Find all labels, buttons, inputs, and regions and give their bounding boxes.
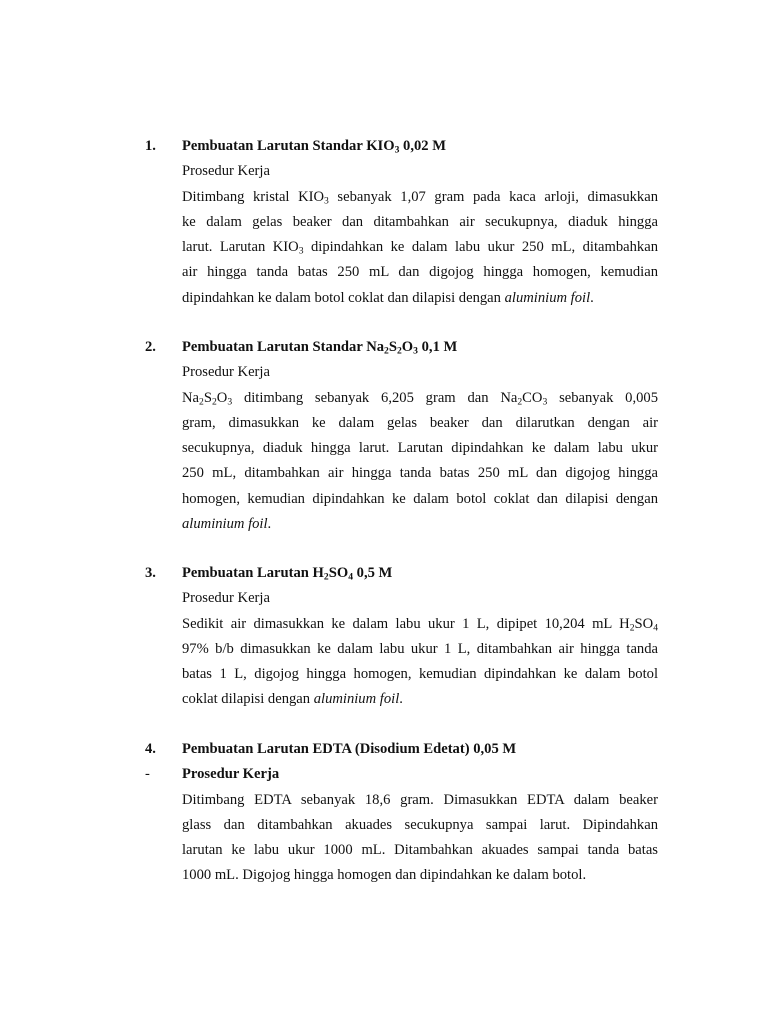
paragraph-line xyxy=(182,637,658,662)
section-title xyxy=(182,737,658,762)
section-body xyxy=(182,561,658,713)
section-body xyxy=(182,737,658,889)
text-run: Pembuatan Larutan Standar KIO xyxy=(182,138,395,154)
section-subheading: Prosedur Kerja xyxy=(182,364,270,381)
paragraph-line xyxy=(182,487,658,512)
text-run: Na xyxy=(182,389,200,406)
section-paragraph xyxy=(182,185,658,311)
subscript: 2 xyxy=(199,396,204,407)
italic-term: aluminium foil xyxy=(182,516,268,533)
text-run: homogen, kemudian dipindahkan ke dalam botol coklat dan dilapisi dengan xyxy=(182,490,658,507)
text-run: 0,5 M xyxy=(353,565,393,581)
text-run: dipindahkan ke dalam botol coklat dan dilapisi dengan xyxy=(182,289,505,306)
subscript: 3 xyxy=(298,245,304,257)
subscript: 3 xyxy=(413,345,418,357)
subscript: 3 xyxy=(394,144,400,156)
paragraph-line xyxy=(182,386,658,411)
section-paragraph xyxy=(182,788,658,889)
subscript: 2 xyxy=(517,396,523,407)
text-run: Pembuatan Larutan H xyxy=(182,565,324,581)
subscript: 2 xyxy=(211,396,217,407)
paragraph-line xyxy=(182,235,658,260)
text-run: . xyxy=(590,289,594,306)
section-number: 4. xyxy=(145,741,156,757)
text-run: ke dalam gelas beaker dan ditambahkan air secukupnya, diaduk hingga xyxy=(182,213,658,230)
text-run: ditimbang sebanyak 6,205 gram dan Na xyxy=(232,389,518,406)
paragraph-line xyxy=(182,286,658,311)
paragraph-line xyxy=(182,185,658,210)
subscript: 4 xyxy=(348,571,353,583)
subscript: 2 xyxy=(396,345,402,357)
text-run: larutan ke labu ukur 1000 mL. Ditambahkan akuades sampai tanda batas xyxy=(182,842,658,859)
text-run: . xyxy=(399,691,403,708)
section-number: 1. xyxy=(145,138,156,154)
text-run: . xyxy=(267,516,272,533)
subscript: 3 xyxy=(542,396,548,407)
section-subheading: Prosedur Kerja xyxy=(182,766,280,783)
paragraph-line xyxy=(182,838,658,863)
text-run: secukupnya, diaduk hingga larut. Larutan dipindahkan ke dalam labu ukur xyxy=(182,440,658,457)
subscript: 3 xyxy=(227,396,233,407)
paragraph-line xyxy=(182,512,658,537)
section-title xyxy=(182,134,658,159)
section-body xyxy=(182,335,658,537)
text-run: sebanyak 1,07 gram pada kaca arloji, dimasukkan xyxy=(328,188,658,205)
text-run: Pembuatan Larutan Standar Na xyxy=(182,339,385,355)
text-run: S xyxy=(203,389,212,406)
text-run: 97% b/b dimasukkan ke dalam labu ukur 1 L, ditambahkan air hingga tanda xyxy=(182,640,658,657)
text-run: larut. Larutan KIO xyxy=(182,239,299,256)
text-run: O xyxy=(216,389,228,406)
paragraph-line xyxy=(182,210,658,235)
subscript: 2 xyxy=(323,571,329,583)
text-run: 0,02 M xyxy=(399,138,447,154)
paragraph-line xyxy=(182,461,658,486)
text-run: Pembuatan Larutan EDTA (Disodium Edetat) 0,05 M xyxy=(182,741,517,757)
paragraph-line xyxy=(182,662,658,687)
italic-term: aluminium foil xyxy=(504,289,591,306)
paragraph-line xyxy=(182,436,658,461)
section-subheading: Prosedur Kerja xyxy=(182,590,270,607)
subscript: 2 xyxy=(629,622,635,633)
section-title xyxy=(182,335,658,360)
text-run: SO xyxy=(634,615,654,632)
text-run: sebanyak 0,005 xyxy=(547,389,659,406)
subscript: 2 xyxy=(384,345,389,357)
section-title xyxy=(182,561,658,586)
text-run: glass dan ditambahkan akuades secukupnya sampai larut. Dipindahkan xyxy=(182,816,658,833)
text-run: air hingga tanda batas 250 mL dan digojog hingga homogen, kemudian xyxy=(182,264,658,281)
text-run: S xyxy=(388,339,397,355)
text-run: 250 mL, ditambahkan air hingga tanda batas 250 mL dan digojog hingga xyxy=(182,465,658,482)
text-run: Ditimbang EDTA sebanyak 18,6 gram. Dimasukkan EDTA dalam beaker xyxy=(182,791,658,808)
text-run: batas 1 L, digojog hingga homogen, kemudian dipindahkan ke dalam botol xyxy=(182,666,658,683)
text-run: SO xyxy=(328,565,349,581)
section-number: 3. xyxy=(145,565,156,581)
text-run: coklat dilapisi dengan xyxy=(182,691,314,708)
section-body xyxy=(182,134,658,311)
paragraph-line xyxy=(182,863,658,888)
text-run: 0,1 M xyxy=(417,339,458,355)
subscript: 4 xyxy=(653,622,658,633)
section-paragraph xyxy=(182,612,658,713)
paragraph-line xyxy=(182,813,658,838)
text-run: 1000 mL. Digojog hingga homogen dan dipindahkan ke dalam botol. xyxy=(182,867,587,884)
paragraph-line xyxy=(182,788,658,813)
paragraph-line xyxy=(182,612,658,637)
text-run: CO xyxy=(522,389,543,406)
text-run: Ditimbang kristal KIO xyxy=(182,188,325,205)
paragraph-line xyxy=(182,411,658,436)
text-run: gram, dimasukkan ke dalam gelas beaker dan dilarutkan dengan air xyxy=(182,414,658,431)
subscript: 3 xyxy=(324,195,329,206)
text-run: Sedikit air dimasukkan ke dalam labu ukur 1 L, dipipet 10,204 mL H xyxy=(182,615,630,632)
paragraph-line xyxy=(182,260,658,285)
text-run: O xyxy=(401,339,414,355)
section-subheading: Prosedur Kerja xyxy=(182,163,270,180)
text-run: dipindahkan ke dalam labu ukur 250 mL, ditambahkan xyxy=(303,239,658,256)
paragraph-line xyxy=(182,687,658,712)
section-number: 2. xyxy=(145,339,156,355)
section-paragraph xyxy=(182,386,658,538)
list-dash: - xyxy=(145,766,150,783)
italic-term: aluminium foil xyxy=(313,691,400,708)
